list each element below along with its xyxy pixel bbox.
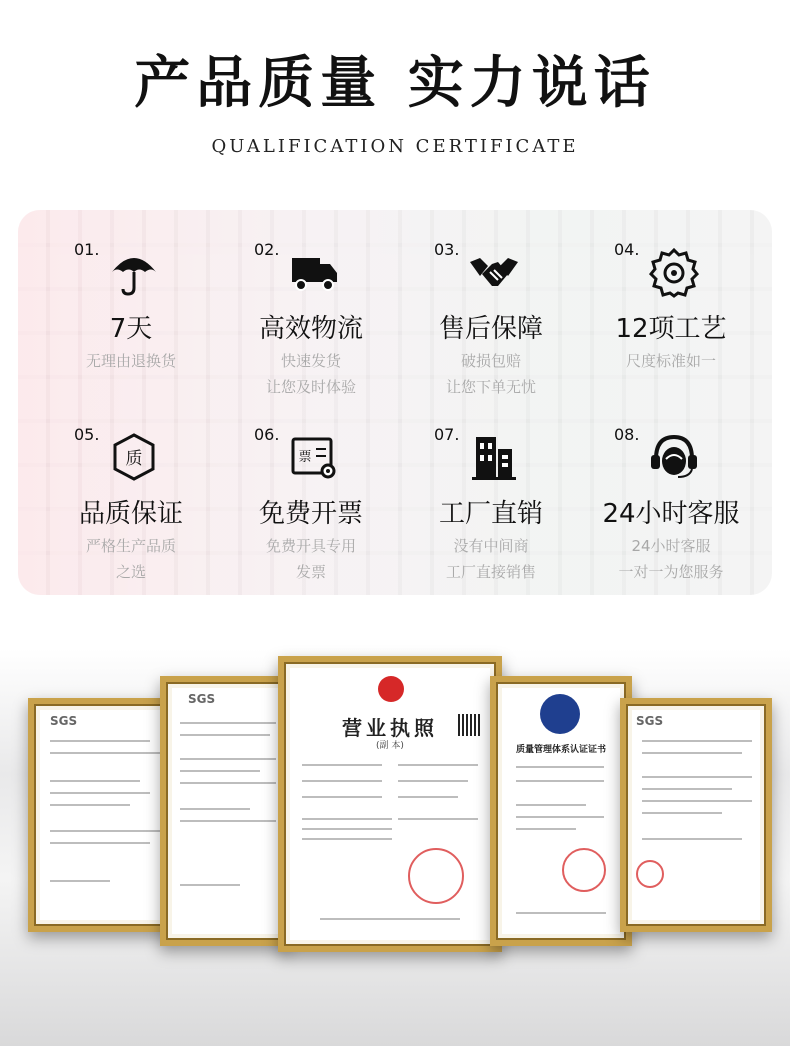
feature-number: 04.	[614, 240, 640, 259]
feature-item-after-sales	[396, 210, 586, 396]
feature-desc: 尺度标准如一	[625, 352, 716, 370]
feature-desc: 破损包赔	[460, 352, 521, 370]
feature-name: 售后保障	[438, 314, 543, 344]
sgs-logo: SGS	[636, 714, 664, 728]
feature-desc: 24小时客服	[631, 537, 711, 555]
feature-name: 免费开票	[258, 499, 363, 529]
qr-code-icon	[458, 714, 480, 736]
certificate-sgs-second	[160, 676, 290, 946]
feature-item-quality	[36, 395, 226, 581]
factory-icon	[468, 431, 520, 483]
feature-panel	[18, 210, 772, 595]
feature-number: 03.	[434, 240, 460, 259]
feature-desc: 无理由退换货	[85, 352, 176, 370]
feature-item-customer-service	[576, 395, 766, 581]
sgs-logo: SGS	[50, 714, 78, 728]
page-subtitle: QUALIFICATION CERTIFICATE	[211, 136, 579, 157]
invoice-icon	[288, 431, 340, 483]
certificate-sgs-left	[28, 698, 172, 932]
feature-name: 24小时客服	[602, 499, 740, 529]
sgs-logo: SGS	[188, 692, 216, 706]
feature-desc: 严格生产品质	[85, 537, 176, 555]
feature-number: 05.	[74, 425, 100, 444]
license-subtitle: (副 本)	[376, 741, 404, 751]
invoice-badge-text: 票	[298, 450, 312, 465]
feature-name: 高效物流	[258, 314, 363, 344]
certification-logo-icon	[540, 694, 580, 734]
feature-number: 01.	[74, 240, 100, 259]
feature-item-craft	[576, 210, 766, 390]
feature-desc-2: 之选	[115, 563, 146, 581]
certificate-quality-system	[490, 676, 632, 946]
quality-certificate-title: 质量管理体系认证证书	[515, 745, 606, 755]
certificate-business-license	[278, 656, 502, 952]
feature-desc-2: 工厂直接销售	[445, 563, 536, 581]
official-seal-icon	[562, 848, 606, 892]
feature-name: 12项工艺	[615, 314, 727, 344]
feature-desc-2: 让您及时体验	[265, 378, 356, 396]
umbrella-icon	[108, 246, 160, 298]
license-title: 营业执照	[342, 716, 438, 740]
feature-desc: 免费开具专用	[265, 537, 356, 555]
feature-number: 07.	[434, 425, 460, 444]
quality-badge-text: 质	[125, 449, 143, 469]
feature-desc: 快速发货	[280, 352, 341, 370]
gear-icon	[648, 246, 700, 298]
feature-desc-2: 发票	[295, 563, 326, 581]
feature-desc: 没有中间商	[453, 537, 529, 555]
feature-number: 08.	[614, 425, 640, 444]
feature-desc-2: 让您下单无忧	[445, 378, 536, 396]
official-seal-icon	[636, 860, 664, 888]
feature-name: 品质保证	[78, 499, 183, 529]
feature-number: 06.	[254, 425, 280, 444]
truck-icon	[288, 246, 340, 298]
feature-item-7-day-return	[36, 210, 226, 390]
feature-desc-2: 一对一为您服务	[618, 563, 724, 581]
customer-service-icon	[648, 431, 700, 483]
national-emblem-icon	[378, 676, 404, 702]
page-title: 产品质量 实力说话	[134, 51, 656, 116]
certificate-sgs-right	[620, 698, 772, 932]
handshake-icon	[468, 246, 520, 298]
feature-item-invoice	[216, 395, 406, 581]
feature-name: 7天	[109, 314, 153, 344]
feature-name: 工厂直销	[438, 499, 543, 529]
feature-number: 02.	[254, 240, 280, 259]
quality-badge-icon	[108, 431, 160, 483]
feature-item-factory-direct	[396, 395, 586, 581]
feature-item-logistics	[216, 210, 406, 396]
official-seal-icon	[408, 848, 464, 904]
